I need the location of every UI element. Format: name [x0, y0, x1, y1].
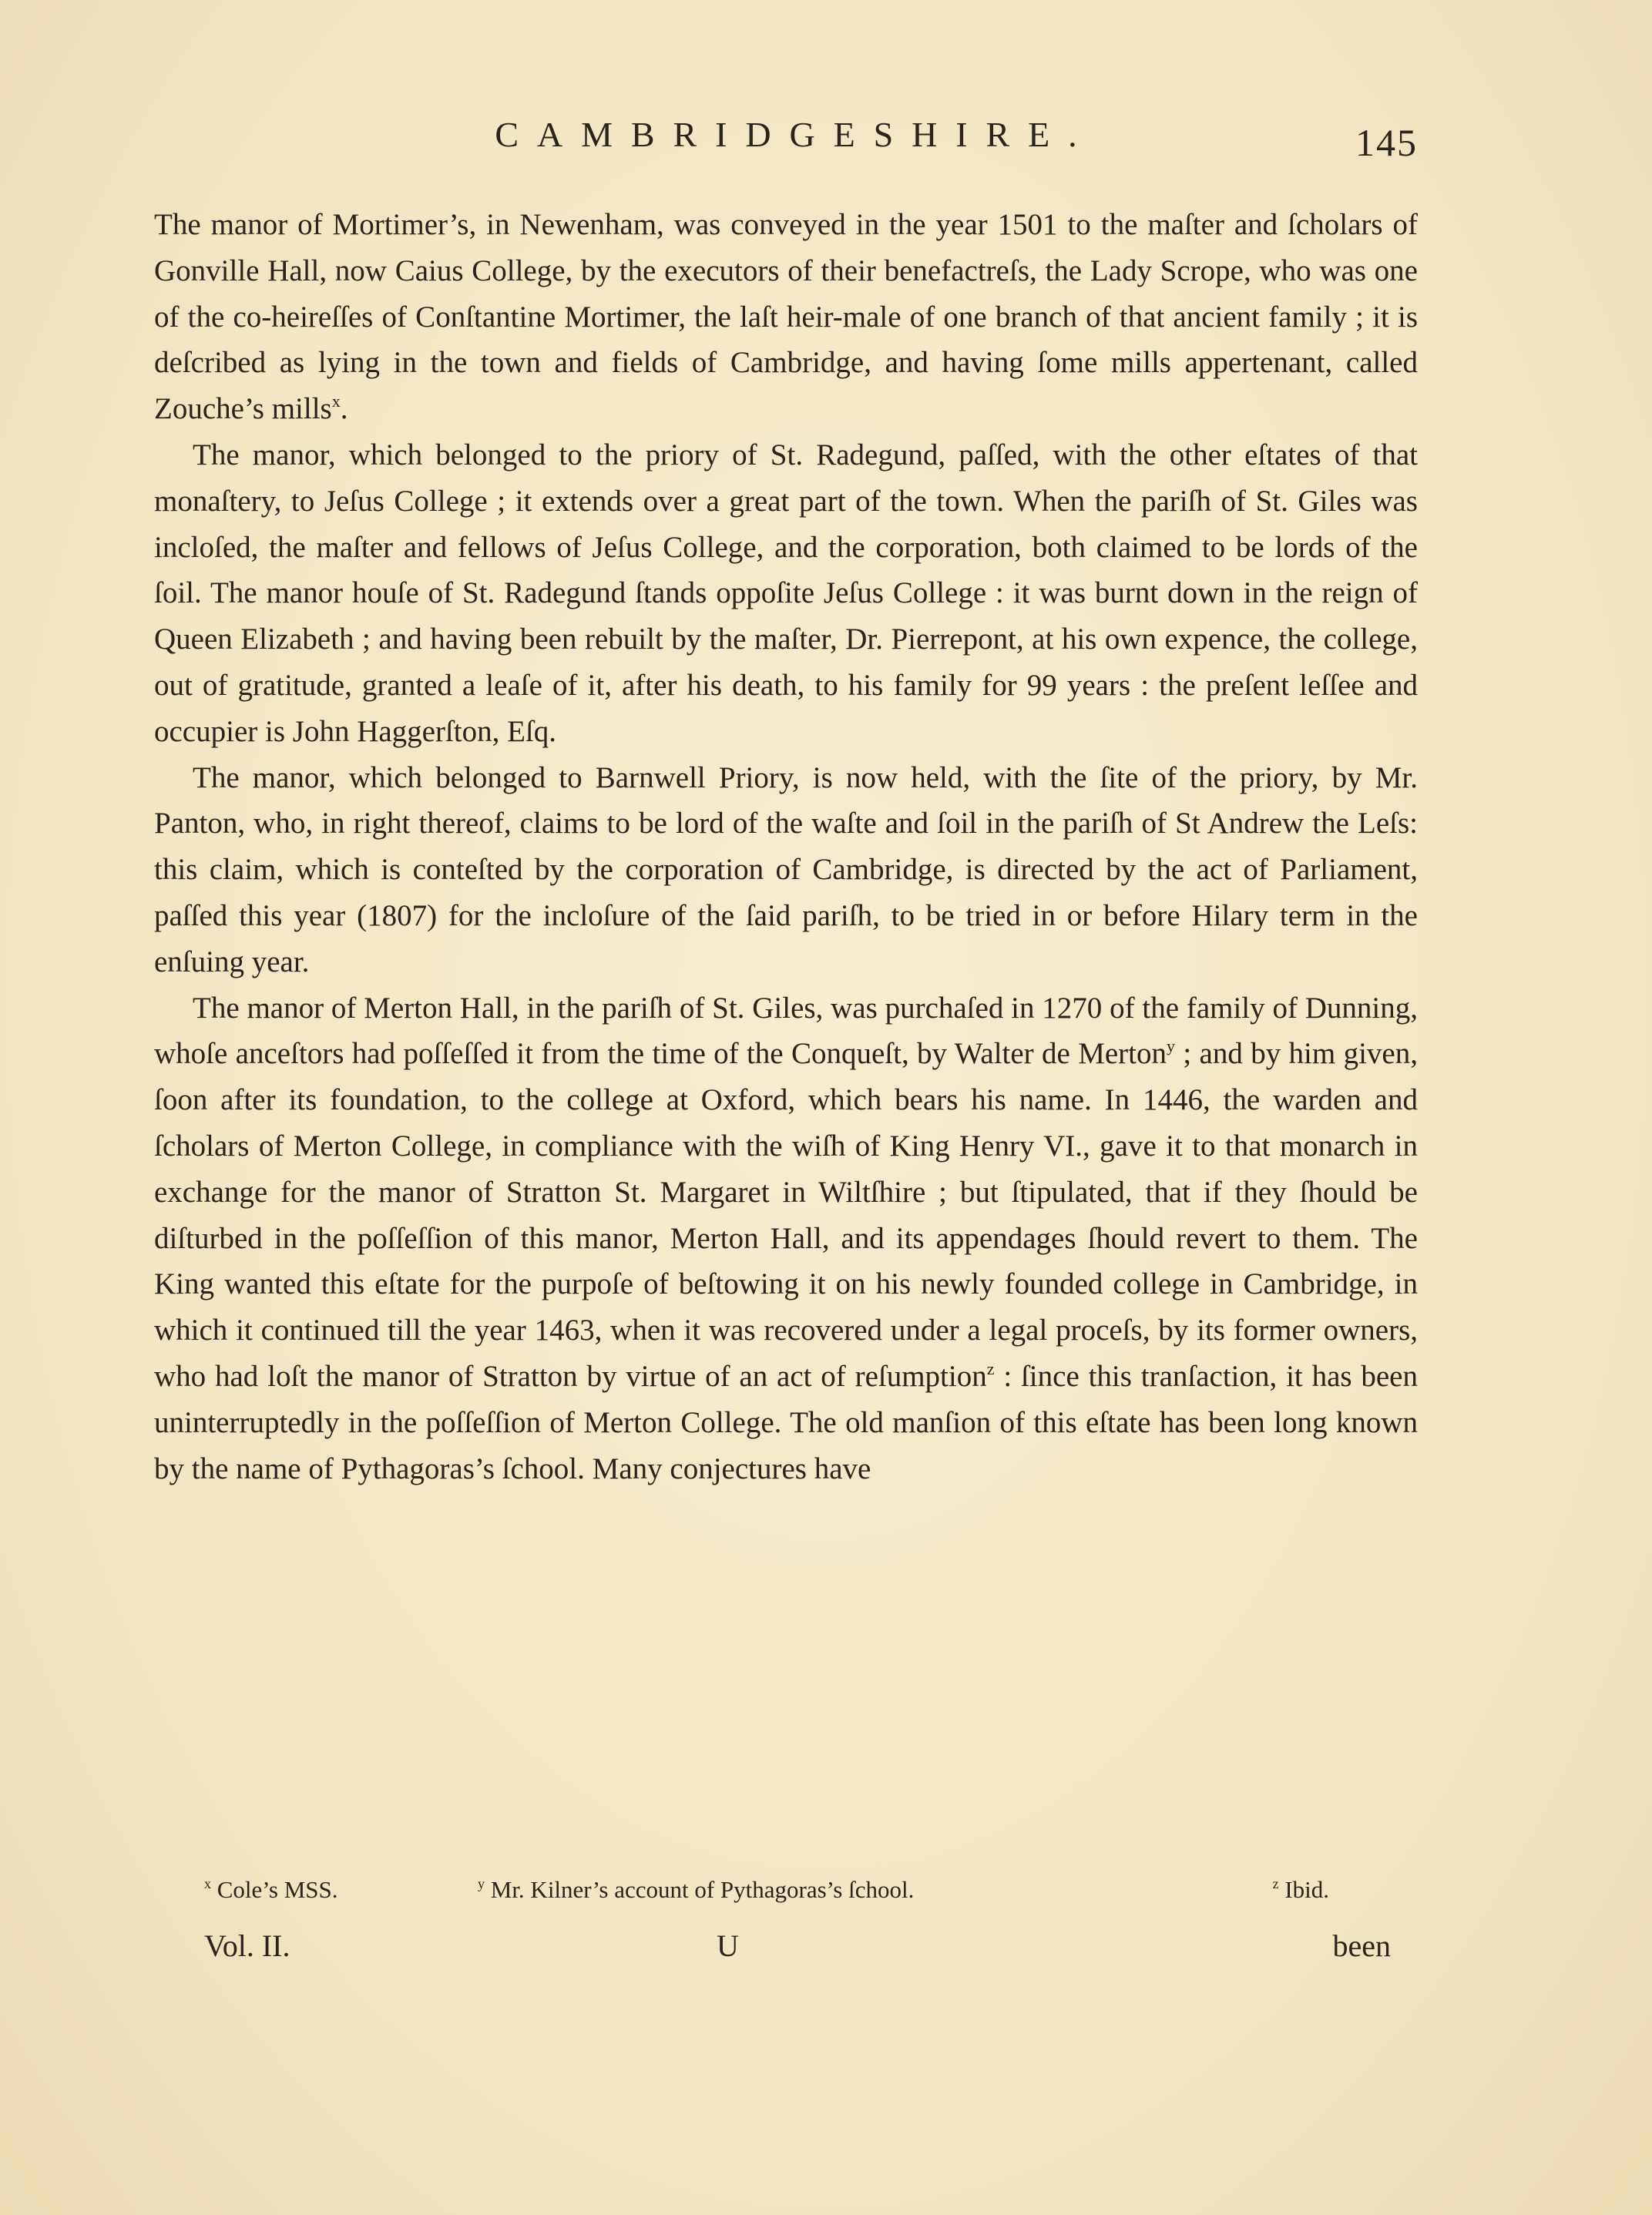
footnote-mark: y — [478, 1876, 485, 1891]
footnote-ref-x: x — [331, 391, 341, 411]
footnote-text: Ibid. — [1284, 1876, 1329, 1903]
paragraph-text: ; and by him given, ſoon after its foundation, to the college at Oxford, which bears his name. In 1446, the warden and ſcholars of Merton College, in compliance with the wiſh of King Henry VI., gave it to that monarch in exchange for the manor of Stratton St. Margaret in Wiltſhire ; but ſtipulated, that if they ſhould be diſturbed in the poſſeſſion of this manor, Merton Hall, and its appendages ſhould revert to them. The King wanted this eſtate for the purpoſe of beſtowing it on his newly founded college in Cambridge, in which it continued till the year 1463, when it was recovered under a legal proceſs, by its former owners, who had loſt the manor of Stratton by virtue of an act of reſumption — [154, 1037, 1418, 1393]
footnote-text: Mr. Kilner’s account of Pythagoras’s ſchool. — [490, 1876, 915, 1903]
footnote-mark: z — [1272, 1876, 1279, 1891]
footnotes — [204, 1876, 1329, 1915]
volume-label: Vol. II. — [204, 1928, 290, 1963]
paragraph-text: The manor of Merton Hall, in the pariſh of St. Giles, was purchaſed in 1270 of the family of Dunning, whoſe anceſtors had poſſeſſed it from the time of the Conqueſt, by Walter de Merton — [154, 991, 1418, 1071]
footnote-z — [1273, 1876, 1329, 1904]
signature-mark: U — [717, 1928, 739, 1963]
catchword: been — [1332, 1928, 1391, 1963]
footnote-ref-y: y — [1167, 1036, 1175, 1056]
footnote-ref-z: z — [986, 1358, 995, 1378]
footnote-text: Cole’s MSS. — [217, 1876, 338, 1903]
paragraph-st-radegund-manor: The manor, which belonged to the priory of St. Radegund, paſſed, with the other eſtates of that monaſtery, to Jeſus College ; it extends over a great part of the town. When the pariſh of St. Giles was incloſed, the maſter and fellows of Jeſus College, and the corporation, both claimed to be lords of the ſoil. The manor houſe of St. Radegund ſtands oppoſite Jeſus College : it was burnt down in the reign of Queen Elizabeth ; and having been rebuilt by the maſter, Dr. Pierrepont, at his own expence, the college, out of gratitude, granted a leaſe of it, after his death, to his family for 99 years : the preſent leſſee and occupier is John Haggerſton, Eſq. — [154, 438, 1418, 748]
paragraph-mortimers-manor — [154, 202, 1418, 432]
page-number: 145 — [1355, 121, 1418, 164]
paragraph-text: The manor of Mortimer’s, in Newenham, was conveyed in the year 1501 to the maſter and ſcholars of Gonville Hall, now Caius College, by the executors of their benefactreſs, the Lady Scrope, who was one of the co-heireſſes of Conſtantine Mortimer, the laſt heir-male of one branch of that ancient family ; it is deſcribed as lying in the town and fields of Cambridge, and having ſome mills appertenant, called Zouche’s mills — [154, 208, 1418, 426]
page-header — [154, 114, 1418, 176]
paragraph-text: : ſince this tranſaction, it has been uninterruptedly in the poſſeſſion of Merton College. The old manſion of this eſtate has been long known by the name of Pythagoras’s ſchool. Many conjectures have — [154, 1359, 1418, 1485]
paragraph-punctuation: . — [340, 392, 348, 426]
footnote-mark: x — [204, 1876, 211, 1891]
paragraph-barnwell-priory-manor: The manor, which belonged to Barnwell Priory, is now held, with the ſite of the priory, by Mr. Panton, who, in right thereof, claims to be lord of the waſte and ſoil in the pariſh of St Andrew the Leſs: this claim, which is conteſted by the corporation of Cambridge, is directed by the act of Parliament, paſſed this year (1807) for the incloſure of the ſaid pariſh, to be tried in or before Hilary term in the enſuing year. — [154, 760, 1418, 978]
footnote-y — [478, 1876, 914, 1904]
footnote-x — [204, 1876, 338, 1904]
running-title: CAMBRIDGESHIRE. — [495, 115, 1096, 154]
body-text — [154, 202, 1418, 1492]
page-footer — [204, 1928, 1391, 1974]
paragraph-merton-hall-manor — [154, 985, 1418, 1492]
